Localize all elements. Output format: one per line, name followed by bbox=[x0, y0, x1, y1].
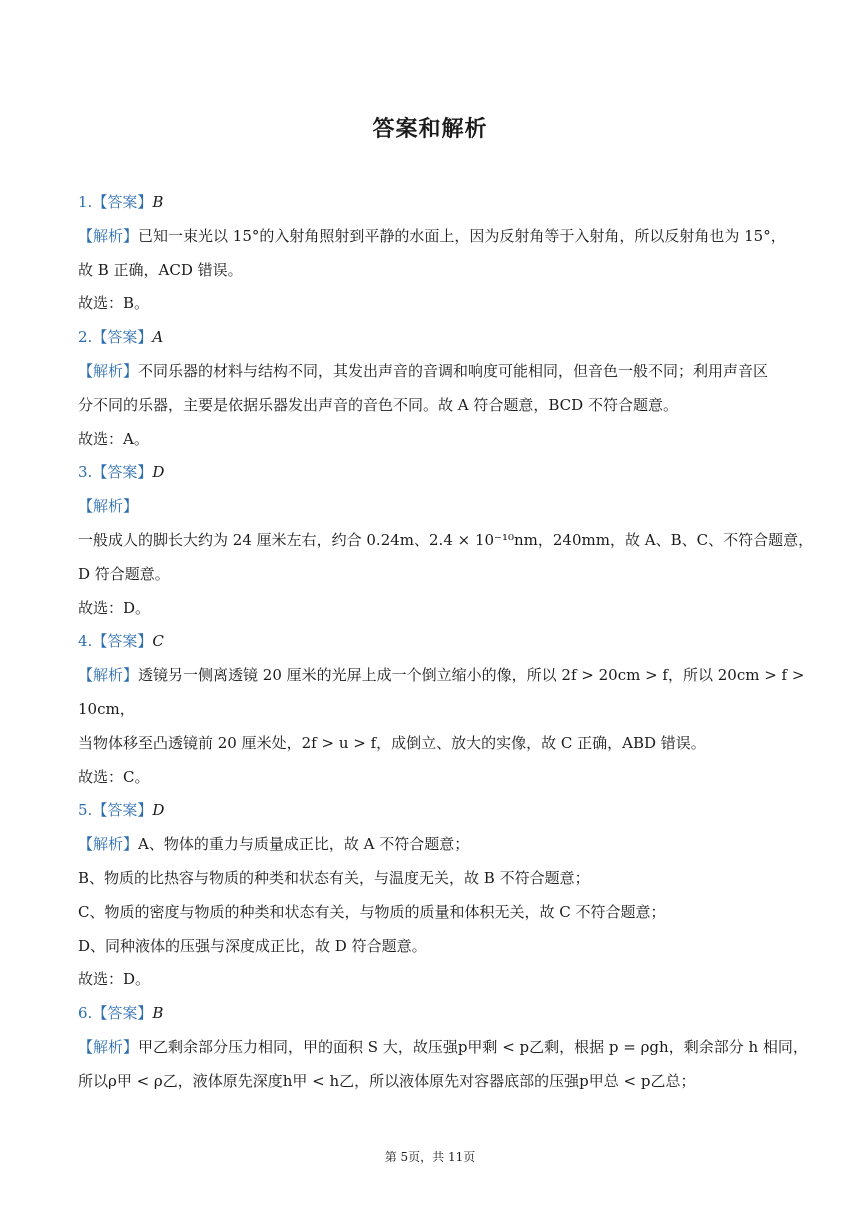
analysis-line bbox=[78, 490, 784, 524]
answer-letter: B bbox=[152, 193, 164, 211]
analysis-line bbox=[78, 355, 784, 389]
analysis-text: 甲乙剩余部分压力相同，甲的面积 S 大，故压强p甲剩 < p乙剩，根据 p = ρgh，剩余部分 h 相同， bbox=[138, 1037, 808, 1056]
body-text-line: 一般成人的脚长大约为 24 厘米左右，约合 0.24m、2.4 × 10⁻¹⁰nm，240mm，故 A、B、C、不符合题意， bbox=[78, 530, 814, 549]
question-answer-line bbox=[78, 997, 784, 1031]
page-title: 答案和解析 bbox=[372, 117, 488, 142]
question-number: 4. bbox=[78, 632, 93, 651]
answer-letter: D bbox=[152, 463, 165, 482]
body-text-line: 故 B 正确，ACD 错误。 bbox=[78, 260, 243, 279]
question-answer-line bbox=[78, 321, 784, 355]
answer-tag: 【答案】 bbox=[92, 632, 153, 651]
answer-letter: B bbox=[152, 1004, 164, 1023]
answer-tag: 【答案】 bbox=[92, 801, 153, 820]
body-text-line: 故选：A。 bbox=[78, 429, 149, 448]
body-text-line: B、物质的比热容与物质的种类和状态有关，与温度无关，故 B 不符合题意； bbox=[78, 868, 590, 887]
question-answer-line bbox=[78, 625, 784, 659]
analysis-tag: 【解析】 bbox=[78, 361, 139, 380]
body-text-line: 10cm， bbox=[78, 699, 135, 718]
analysis-line bbox=[78, 659, 805, 693]
question-answer-line bbox=[78, 794, 784, 828]
body-text-line: 分不同的乐器，主要是依据乐器发出声音的音色不同。故 A 符合题意，BCD 不符合题意。 bbox=[78, 395, 678, 414]
analysis-text: A、物体的重力与质量成正比，故 A 不符合题意； bbox=[138, 835, 470, 854]
body-text-line: 故选：D。 bbox=[78, 970, 151, 989]
analysis-tag: 【解析】 bbox=[78, 226, 139, 245]
question-number: 1. bbox=[78, 193, 93, 211]
body-text-line: 故选：D。 bbox=[78, 598, 151, 617]
answer-letter: D bbox=[152, 801, 165, 820]
analysis-tag: 【解析】 bbox=[78, 497, 139, 516]
analysis-tag: 【解析】 bbox=[78, 1037, 139, 1056]
analysis-text: 已知一束光以 15°的入射角照射到平静的水面上，因为反射角等于入射角，所以反射角也为 15°， bbox=[138, 226, 786, 245]
analysis-text: 不同乐器的材料与结构不同，其发出声音的音调和响度可能相同，但音色一般不同；利用声音区 bbox=[138, 361, 769, 380]
body-text-line: 故选：C。 bbox=[78, 767, 150, 786]
page-footer: 第 5页，共 11页 bbox=[384, 1150, 476, 1164]
answer-tag: 【答案】 bbox=[92, 193, 153, 211]
body-text-line: D 符合题意。 bbox=[78, 564, 170, 583]
answer-tag: 【答案】 bbox=[92, 328, 153, 347]
answer-tag: 【答案】 bbox=[92, 463, 153, 482]
analysis-line bbox=[78, 1031, 808, 1065]
analysis-line bbox=[78, 828, 784, 862]
body-text-line: 当物体移至凸透镜前 20 厘米处，2f > u > f，成倒立、放大的实像，故 C 正确，ABD 错误。 bbox=[78, 733, 706, 752]
answer-letter: C bbox=[152, 632, 164, 651]
question-number: 3. bbox=[78, 463, 93, 482]
answer-letter: A bbox=[152, 328, 164, 347]
body-text-line: C、物质的密度与物质的种类和状态有关，与物质的质量和体积无关，故 C 不符合题意； bbox=[78, 902, 666, 921]
question-answer-line bbox=[78, 186, 784, 220]
body-text-line: D、同种液体的压强与深度成正比，故 D 符合题意。 bbox=[78, 936, 427, 955]
body-text-line: 所以ρ甲 < ρ乙，液体原先深度h甲 < h乙，所以液体原先对容器底部的压强p甲总 < p乙总； bbox=[78, 1071, 696, 1090]
analysis-line bbox=[78, 220, 784, 254]
question-number: 5. bbox=[78, 801, 93, 820]
answer-tag: 【答案】 bbox=[92, 1004, 153, 1023]
question-answer-line bbox=[78, 456, 784, 490]
question-number: 2. bbox=[78, 328, 93, 347]
body-text-line: 故选：B。 bbox=[78, 294, 150, 313]
question-number: 6. bbox=[78, 1004, 93, 1023]
answer-content bbox=[78, 186, 814, 1099]
analysis-tag: 【解析】 bbox=[78, 666, 139, 685]
analysis-tag: 【解析】 bbox=[78, 835, 139, 854]
analysis-text: 透镜另一侧离透镜 20 厘米的光屏上成一个倒立缩小的像，所以 2f > 20cm > f，所以 20cm > f > bbox=[138, 666, 805, 685]
